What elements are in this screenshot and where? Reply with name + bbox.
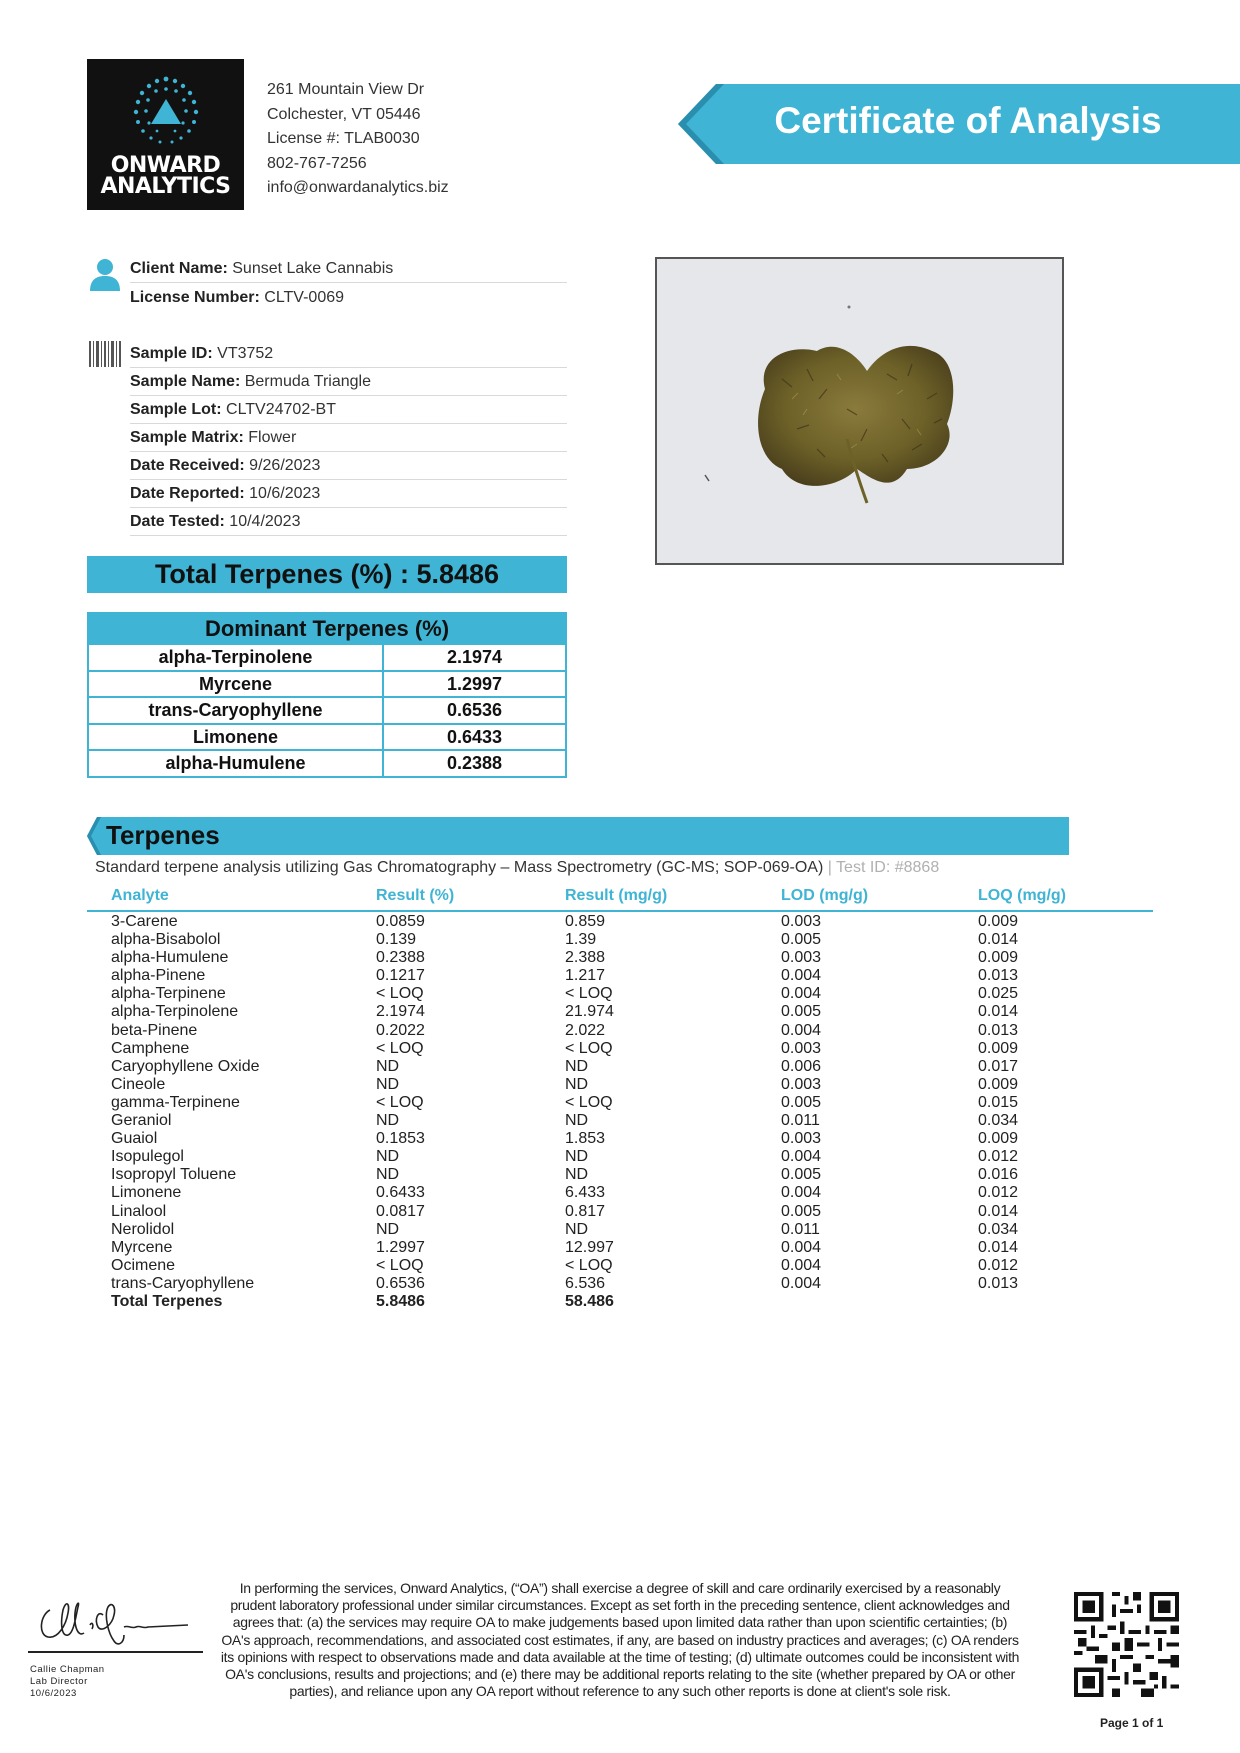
results-table <box>87 913 1153 1311</box>
signature-line <box>28 1651 203 1653</box>
table-row <box>87 1112 1153 1130</box>
analyte-cell: Geraniol <box>111 1112 172 1130</box>
analyte-cell: Guaiol <box>111 1130 158 1148</box>
logo-triangle-icon <box>127 73 205 149</box>
table-row <box>87 1221 1153 1239</box>
analyte-cell: alpha-Humulene <box>111 949 229 967</box>
dominant-row <box>89 696 565 723</box>
table-row <box>87 1148 1153 1166</box>
table-row <box>87 1094 1153 1112</box>
loq-cell: 0.015 <box>978 1093 1019 1111</box>
dominant-name: alpha-Terpinolene <box>89 645 384 670</box>
table-row <box>87 1003 1153 1021</box>
result-mgg-cell: 1.217 <box>565 967 606 985</box>
result-percent-cell: < LOQ <box>376 985 424 1003</box>
dominant-name: Limonene <box>89 725 384 750</box>
legal-disclaimer: In performing the services, Onward Analytics, (“OA”) shall exercise a degree of skill and care ordinarily exercised by a reasonably prudent laboratory professional under similar circumstances. Except as set forth in the preceding sentence, client acknowledges and agrees that: (a) the services may require OA to make judgements based upon limited data rather than upon scientific certainties; (b) OA's approach, recommendations, and associated cost estimates, if any, are based on industry practices and averages; (c) OA renders its opinions with respect to observations made and data available at the time of testing; (d) ultimate outcomes could be inconsistent with OA's conclusions, results and projections; and (e) there may be additional reports relating to the site (whether prepared by OA or other parties), and reliance upon any OA report without reference to any such other reports is done at client's sole risk. <box>220 1580 1020 1700</box>
loq-cell: 0.013 <box>978 967 1019 985</box>
date-tested-label: Date Tested: <box>130 513 225 530</box>
analyte-cell: alpha-Terpinolene <box>111 1003 239 1021</box>
lod-cell: 0.004 <box>781 1184 822 1202</box>
analyte-cell: trans-Caryophyllene <box>111 1274 255 1292</box>
analyte-cell: Linalool <box>111 1202 167 1220</box>
lod-cell: 0.004 <box>781 1256 822 1274</box>
result-percent-cell: 0.0817 <box>376 1202 425 1220</box>
person-icon <box>88 257 122 291</box>
sample-name-label: Sample Name: <box>130 373 241 390</box>
lod-cell: 0.003 <box>781 949 822 967</box>
signature-image <box>28 1585 203 1647</box>
loq-cell: 0.009 <box>978 1039 1019 1057</box>
method-description <box>95 859 939 877</box>
lod-cell: 0.005 <box>781 1202 822 1220</box>
table-row <box>87 985 1153 1003</box>
result-mgg-cell: 12.997 <box>565 1238 614 1256</box>
result-mgg-cell: < LOQ <box>565 1093 613 1111</box>
results-table-header <box>87 885 1153 912</box>
dominant-value: 0.6536 <box>446 700 503 720</box>
date-received-row <box>130 452 567 480</box>
table-row <box>87 1184 1153 1202</box>
table-row <box>87 1022 1153 1040</box>
header-result-mgg: Result (mg/g) <box>565 887 668 904</box>
lod-cell: 0.003 <box>781 1075 822 1093</box>
sample-name-value: Bermuda Triangle <box>244 373 372 390</box>
analyte-cell: Nerolidol <box>111 1220 175 1238</box>
table-row <box>87 1257 1153 1275</box>
result-mgg-cell: ND <box>565 1075 589 1093</box>
barcode-icon <box>89 341 121 367</box>
page-number: Page 1 of 1 <box>1100 1716 1164 1730</box>
company-address <box>267 78 449 201</box>
dominant-name: Myrcene <box>89 672 384 697</box>
analyte-cell: alpha-Pinene <box>111 967 206 985</box>
result-mgg-cell: ND <box>565 1220 589 1238</box>
loq-cell: 0.009 <box>978 913 1019 930</box>
loq-cell: 0.016 <box>978 1166 1019 1184</box>
loq-cell: 0.017 <box>978 1057 1019 1075</box>
sample-lot-row <box>130 396 567 424</box>
result-percent-cell: 0.6536 <box>376 1274 425 1292</box>
date-reported-value: 10/6/2023 <box>249 485 321 502</box>
analyte-cell: Myrcene <box>111 1238 173 1256</box>
terpenes-section-title: Terpenes <box>106 820 220 850</box>
loq-cell: 0.034 <box>978 1112 1019 1130</box>
date-reported-row <box>130 480 567 508</box>
result-mgg-cell: ND <box>565 1166 589 1184</box>
sample-matrix-label: Sample Matrix: <box>130 429 244 446</box>
date-received-label: Date Received: <box>130 457 245 474</box>
loq-cell: 0.014 <box>978 1238 1019 1256</box>
result-percent-cell: < LOQ <box>376 1093 424 1111</box>
analyte-cell: Cineole <box>111 1075 166 1093</box>
loq-cell: 0.009 <box>978 1130 1019 1148</box>
terpenes-section-banner <box>87 817 1069 855</box>
dominant-value: 0.2388 <box>446 753 503 773</box>
dominant-terpenes-title: Dominant Terpenes (%) <box>89 614 565 643</box>
sample-matrix-value: Flower <box>248 429 297 446</box>
header-loq: LOQ (mg/g) <box>978 887 1066 904</box>
analyte-cell: Isopropyl Toluene <box>111 1166 237 1184</box>
date-reported-label: Date Reported: <box>130 485 245 502</box>
qr-code-icon <box>1074 1592 1179 1697</box>
table-row <box>87 1203 1153 1221</box>
signer-block <box>30 1664 105 1700</box>
date-tested-row <box>130 508 567 536</box>
dominant-row <box>89 723 565 750</box>
result-percent-cell: ND <box>376 1166 400 1184</box>
result-percent-cell: ND <box>376 1057 400 1075</box>
dominant-row <box>89 749 565 776</box>
method-text: Standard terpene analysis utilizing Gas Chromatography – Mass Spectrometry (GC-MS; SOP-069-OA) <box>95 859 824 876</box>
table-row <box>87 1058 1153 1076</box>
result-percent-cell: 0.2388 <box>376 949 425 967</box>
lod-cell: 0.003 <box>781 1039 822 1057</box>
header-result-percent: Result (%) <box>376 887 455 904</box>
lod-cell: 0.003 <box>781 1130 822 1148</box>
result-percent-cell: 0.6433 <box>376 1184 425 1202</box>
sample-lot-value: CLTV24702-BT <box>226 401 336 418</box>
lod-cell: 0.005 <box>781 1166 822 1184</box>
sample-id-row <box>130 340 567 368</box>
sample-matrix-row <box>130 424 567 452</box>
table-row <box>87 931 1153 949</box>
analyte-cell: Caryophyllene Oxide <box>111 1057 260 1075</box>
loq-cell: 0.013 <box>978 1021 1019 1039</box>
client-name-label: Client Name: <box>130 260 228 277</box>
result-percent-cell: ND <box>376 1112 400 1130</box>
analyte-cell: beta-Pinene <box>111 1021 198 1039</box>
signer-date: 10/6/2023 <box>30 1688 77 1699</box>
result-percent-cell: 0.1853 <box>376 1130 425 1148</box>
loq-cell: 0.009 <box>978 1075 1019 1093</box>
result-mgg-cell: 2.022 <box>565 1021 606 1039</box>
sample-id-label: Sample ID: <box>130 345 213 362</box>
date-tested-value: 10/4/2023 <box>229 513 301 530</box>
loq-cell: 0.012 <box>978 1256 1019 1274</box>
logo-line-2: ANALYTICS <box>100 174 231 199</box>
sample-id-value: VT3752 <box>217 345 274 362</box>
lod-cell: 0.004 <box>781 967 822 985</box>
email-address: info@onwardanalytics.biz <box>267 179 449 196</box>
result-mgg-cell: 0.817 <box>565 1202 606 1220</box>
test-id: | Test ID: #8868 <box>823 859 940 876</box>
signer-title: Lab Director <box>30 1676 88 1687</box>
table-row <box>87 913 1153 931</box>
table-row <box>87 1166 1153 1184</box>
analyte-cell: alpha-Bisabolol <box>111 931 221 949</box>
sample-name-row <box>130 368 567 396</box>
result-percent-cell: ND <box>376 1220 400 1238</box>
table-row <box>87 967 1153 985</box>
result-mgg-cell: 1.39 <box>565 931 597 949</box>
address-line-2: Colchester, VT 05446 <box>267 105 421 123</box>
total-analyte-cell: Total Terpenes <box>111 1292 223 1310</box>
result-percent-cell: 0.0859 <box>376 913 425 930</box>
logo-line-1: ONWARD <box>110 153 221 178</box>
sample-lot-label: Sample Lot: <box>130 401 222 418</box>
table-row <box>87 1275 1153 1293</box>
loq-cell: 0.014 <box>978 931 1019 949</box>
dominant-terpenes-table <box>87 612 567 778</box>
header-lod: LOD (mg/g) <box>781 887 869 904</box>
result-mgg-cell: 21.974 <box>565 1003 614 1021</box>
result-percent-cell: 0.1217 <box>376 967 425 985</box>
date-received-value: 9/26/2023 <box>249 457 321 474</box>
result-percent-cell: ND <box>376 1075 400 1093</box>
analyte-cell: Camphene <box>111 1039 190 1057</box>
result-mgg-cell: ND <box>565 1148 589 1166</box>
dominant-value: 0.6433 <box>446 726 503 747</box>
lod-cell: 0.004 <box>781 1274 822 1292</box>
analyte-cell: Limonene <box>111 1184 182 1202</box>
loq-cell: 0.012 <box>978 1184 1019 1202</box>
loq-cell: 0.013 <box>978 1274 1019 1292</box>
client-name-value: Sunset Lake Cannabis <box>232 260 394 277</box>
lab-license: License #: TLAB0030 <box>267 130 420 147</box>
address-line-1: 261 Mountain View Dr <box>267 81 425 98</box>
result-mgg-cell: 1.853 <box>565 1130 606 1148</box>
certificate-banner <box>678 84 1240 164</box>
result-mgg-cell: ND <box>565 1057 589 1075</box>
table-row <box>87 1076 1153 1094</box>
dominant-row <box>89 643 565 670</box>
lod-cell: 0.011 <box>781 1112 820 1130</box>
lod-cell: 0.005 <box>781 1003 822 1021</box>
result-mgg-cell: ND <box>565 1112 589 1130</box>
result-mgg-cell: < LOQ <box>565 1039 613 1057</box>
loq-cell: 0.014 <box>978 1202 1019 1220</box>
analyte-cell: 3-Carene <box>111 913 178 930</box>
result-mgg-cell: 6.536 <box>565 1274 606 1292</box>
lod-cell: 0.005 <box>781 1093 822 1111</box>
loq-cell: 0.034 <box>978 1220 1019 1238</box>
client-license-value: CLTV-0069 <box>264 289 345 306</box>
loq-cell: 0.014 <box>978 1003 1019 1021</box>
page-title: Certificate of Analysis <box>774 100 1162 141</box>
result-mgg-cell: 2.388 <box>565 949 606 967</box>
result-mgg-cell: < LOQ <box>565 985 613 1003</box>
dominant-row <box>89 670 565 697</box>
dominant-value: 1.2997 <box>446 673 503 694</box>
lod-cell: 0.004 <box>781 1148 822 1166</box>
analyte-cell: Ocimene <box>111 1256 176 1274</box>
analyte-cell: Isopulegol <box>111 1148 184 1166</box>
lod-cell: 0.011 <box>781 1220 820 1238</box>
client-license-row <box>130 284 567 312</box>
result-percent-cell: 0.139 <box>376 931 417 949</box>
total-row <box>87 1293 1153 1311</box>
analyte-cell: gamma-Terpinene <box>111 1093 240 1111</box>
result-percent-cell: 0.2022 <box>376 1021 425 1039</box>
phone-number: 802-767-7256 <box>267 154 367 172</box>
sample-photo <box>655 257 1064 565</box>
result-mgg-cell: 6.433 <box>565 1184 606 1202</box>
lod-cell: 0.004 <box>781 1238 822 1256</box>
result-percent-cell: < LOQ <box>376 1039 424 1057</box>
lod-cell: 0.003 <box>781 913 822 930</box>
signer-name: Callie Chapman <box>30 1664 105 1675</box>
dominant-name: alpha-Humulene <box>89 751 384 776</box>
result-percent-cell: < LOQ <box>376 1256 424 1274</box>
table-row <box>87 1130 1153 1148</box>
lod-cell: 0.006 <box>781 1057 822 1075</box>
result-percent-cell: 1.2997 <box>376 1238 425 1256</box>
analyte-cell: alpha-Terpinene <box>111 985 226 1003</box>
company-logo <box>87 59 244 210</box>
loq-cell: 0.009 <box>978 949 1019 967</box>
loq-cell: 0.012 <box>978 1148 1019 1166</box>
loq-cell: 0.025 <box>978 985 1019 1003</box>
table-row <box>87 1040 1153 1058</box>
client-license-label: License Number: <box>130 289 260 306</box>
result-percent-cell: 2.1974 <box>376 1003 425 1021</box>
lod-cell: 0.004 <box>781 1021 822 1039</box>
header-analyte: Analyte <box>111 887 169 904</box>
client-name-row <box>130 255 567 283</box>
result-mgg-cell: 0.859 <box>565 913 606 930</box>
lod-cell: 0.004 <box>781 985 822 1003</box>
total-result-mgg-cell: 58.486 <box>565 1292 614 1310</box>
total-result-percent-cell: 5.8486 <box>376 1292 425 1310</box>
table-row <box>87 949 1153 967</box>
lod-cell: 0.005 <box>781 931 822 949</box>
result-mgg-cell: < LOQ <box>565 1256 613 1274</box>
table-row <box>87 1239 1153 1257</box>
dominant-name: trans-Caryophyllene <box>89 698 384 723</box>
total-terpenes-banner: Total Terpenes (%) : 5.8486 <box>87 556 567 593</box>
result-percent-cell: ND <box>376 1148 400 1166</box>
dominant-value: 2.1974 <box>446 647 503 667</box>
